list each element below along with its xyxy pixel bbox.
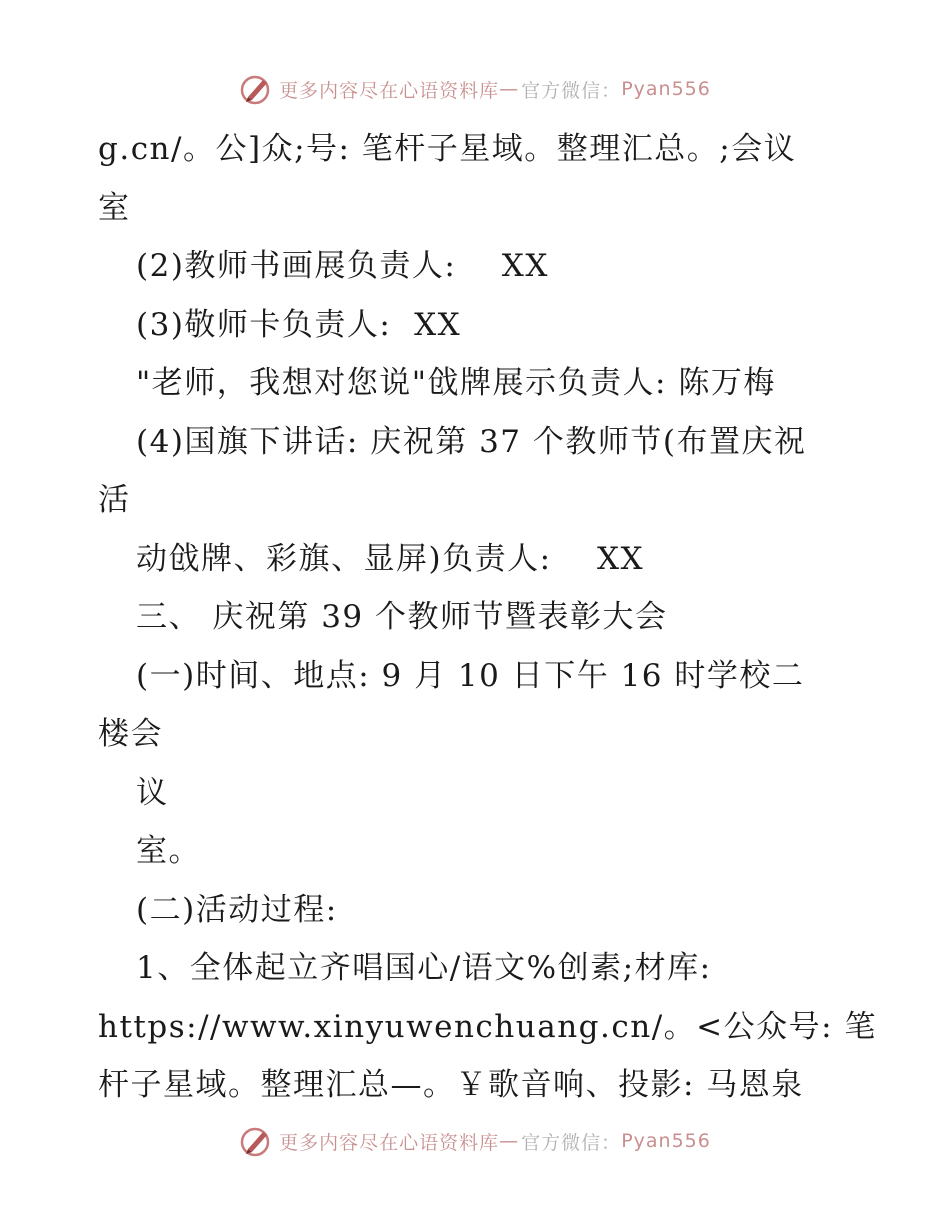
watermark-wechat: 官方微信： [521,1131,622,1154]
watermark-footer [0,1124,950,1158]
watermark-handle: Pyan556 [621,1130,711,1152]
text-line: g.cn/。公]众;号: 笔杆子星域。整理汇总。;会议 [98,131,797,167]
text-line: (2)教师书画展负责人: XX [136,248,549,284]
watermark-handle: Pyan556 [621,78,711,100]
watermark-wechat: 官方微信： [521,79,622,102]
text-line: 楼会 [98,716,163,752]
text-line: 动戗牌、彩旗、显屏)负责人: XX [136,540,645,577]
text-line: 三、 庆祝第 39 个教师节暨表彰大会 [136,599,668,635]
text-line: (二)活动过程: [136,891,338,928]
text-line: (3)敬师卡负责人: XX [136,306,462,343]
watermark-dash: — [499,1130,520,1152]
watermark-site: 更多内容尽在心语资料库 [279,79,500,102]
watermark-site: 更多内容尽在心语资料库 [279,1131,500,1154]
pen-logo-icon [239,72,273,106]
text-line: 议 [136,774,169,811]
text-line: 室。 [136,833,201,869]
watermark-dash: — [499,78,520,100]
watermark-header [0,72,950,106]
text-line: 室 [98,189,131,226]
text-line: 1、全体起立齐唱国心/语文%创素;材库: [136,950,712,986]
text-line: (一)时间、地点: 9 月 10 日下午 16 时学校二 [136,657,805,694]
text-line: 杆子星域。整理汇总—。￥歌音响、投影: 马恩泉 [98,1067,804,1103]
text-line: https://www.xinyuwenchuang.cn/。<公众号: 笔 [98,1008,877,1045]
text-line: 活 [98,482,131,518]
pen-logo-icon [239,1124,273,1158]
text-line: "老师，我想对您说"戗牌展示负责人: 陈万梅 [136,365,776,401]
document-body [98,120,877,1115]
text-line: (4)国旗下讲话: 庆祝第 37 个教师节(布置庆祝 [136,423,807,460]
